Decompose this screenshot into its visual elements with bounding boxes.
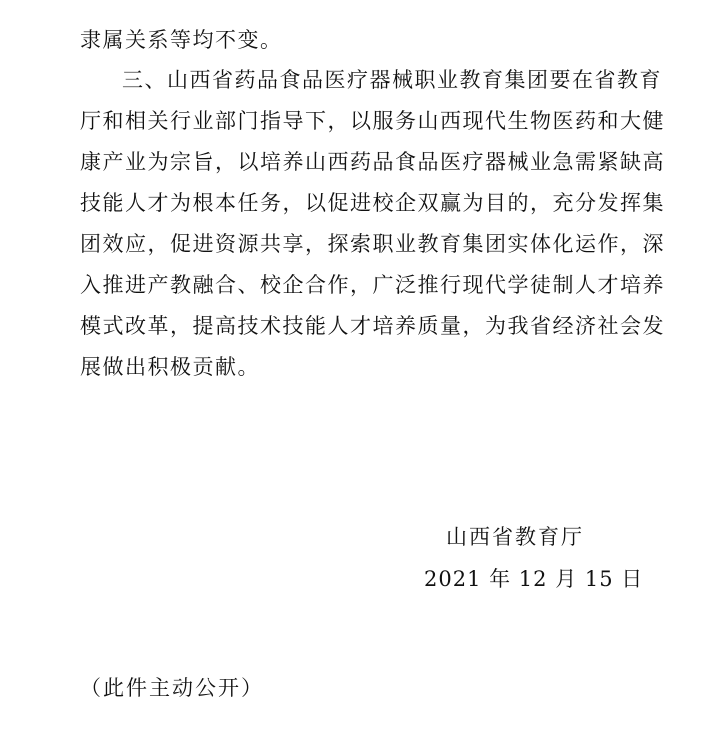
paragraph-line-2: 厅和相关行业部门指导下，以服务山西现代生物医药和大健 [80, 109, 665, 133]
disclosure-note: （此件主动公开） [80, 676, 264, 700]
paragraph-line-4: 技能人才为根本任务，以促进校企双赢为目的，充分发挥集 [80, 191, 665, 215]
paragraph-line-1: 三、山西省药品食品医疗器械职业教育集团要在省教育 [122, 68, 662, 92]
signature-date: 2021 年 12 月 15 日 [424, 567, 644, 591]
paragraph-line-5: 团效应，促进资源共享，探索职业教育集团实体化运作，深 [80, 232, 665, 256]
paragraph-line-3: 康产业为宗旨，以培养山西药品食品医疗器械业急需紧缺高 [80, 150, 665, 174]
paragraph-line-6: 入推进产教融合、校企合作，广泛推行现代学徒制人才培养 [80, 273, 665, 297]
paragraph-line-8: 展做出积极贡献。 [80, 355, 260, 379]
paragraph-line-7: 模式改革，提高技术技能人才培养质量，为我省经济社会发 [80, 314, 665, 338]
continuation-line: 隶属关系等均不变。 [80, 28, 283, 52]
signature-organization: 山西省教育厅 [446, 525, 584, 549]
